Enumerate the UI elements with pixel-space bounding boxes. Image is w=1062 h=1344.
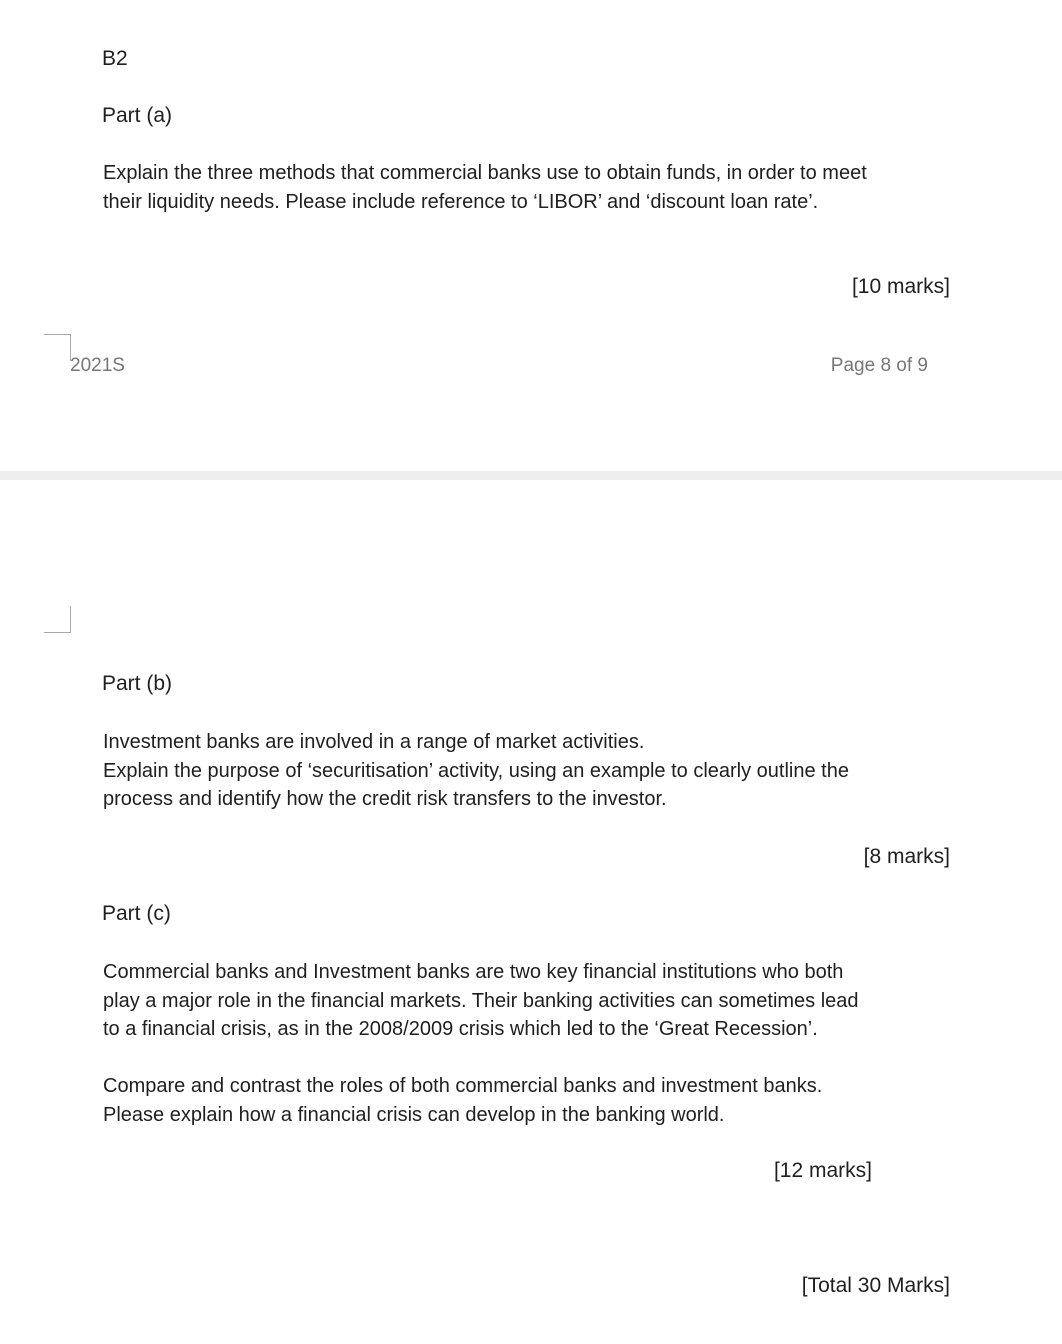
part-b-line-1: Investment banks are involved in a range of market activities. <box>103 731 645 753</box>
part-c-p1-line-2: play a major role in the financial markets. Their banking activities can sometimes lead <box>103 989 859 1012</box>
part-c-paragraph-1 <box>103 958 859 1044</box>
part-b-line-3: process and identify how the credit risk transfers to the investor. <box>103 788 667 810</box>
page-separator <box>0 471 1062 480</box>
part-a-line-1: Explain the three methods that commercial banks use to obtain funds, in order to meet <box>103 162 867 184</box>
part-c-heading: Part (c) <box>102 902 171 925</box>
total-marks: [Total 30 Marks] <box>801 1274 950 1297</box>
crop-mark-top <box>44 334 71 361</box>
part-b-question <box>103 728 849 814</box>
part-c-paragraph-2 <box>103 1072 822 1129</box>
part-b-marks: [8 marks] <box>863 845 950 868</box>
crop-mark-bottom <box>44 606 71 633</box>
part-c-p2-line-2: Please explain how a financial crisis can develop in the banking world. <box>103 1103 725 1126</box>
part-c-p2-line-1: Compare and contrast the roles of both commercial banks and investment banks. <box>103 1075 823 1097</box>
section-label: B2 <box>102 47 128 70</box>
part-a-marks: [10 marks] <box>851 275 950 298</box>
footer-code: 2021S <box>70 355 125 376</box>
part-a-heading: Part (a) <box>102 104 173 127</box>
part-c-p1-line-1: Commercial banks and Investment banks are two key financial institutions who both <box>103 961 844 983</box>
part-b-line-2: Explain the purpose of ‘securitisation’ activity, using an example to clearly outline the <box>103 759 849 782</box>
part-c-marks: [12 marks] <box>773 1159 872 1182</box>
part-a-question <box>103 159 867 216</box>
part-a-line-2: their liquidity needs. Please include reference to ‘LIBOR’ and ‘discount loan rate’. <box>103 190 819 213</box>
part-c-p1-line-3: to a financial crisis, as in the 2008/2009 crisis which led to the ‘Great Recession’. <box>103 1018 818 1040</box>
footer-page-number: Page 8 of 9 <box>830 355 928 376</box>
part-b-heading: Part (b) <box>102 672 173 695</box>
